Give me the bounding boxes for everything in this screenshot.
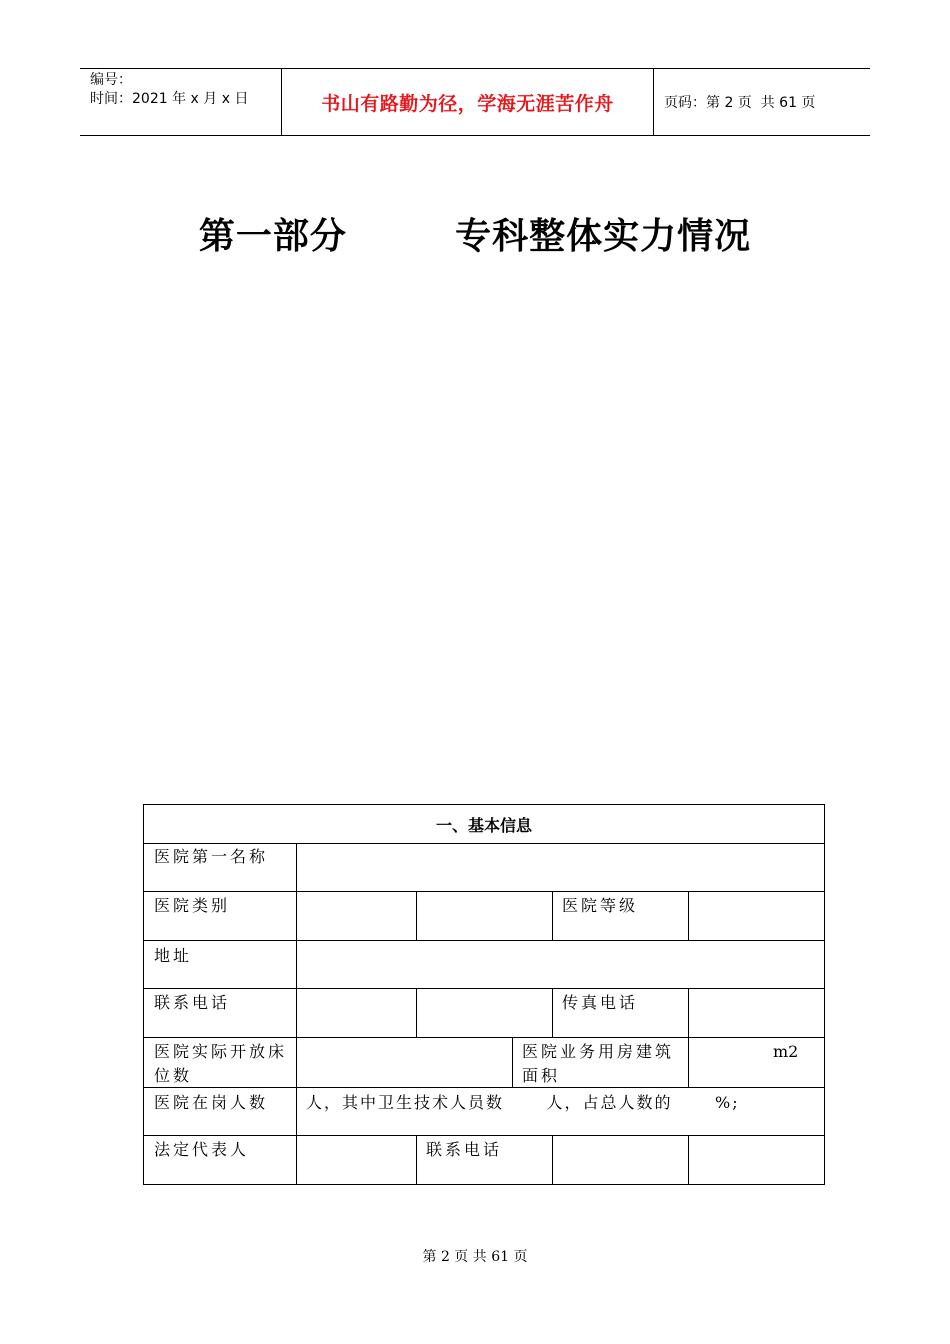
staff-label: 医院在岗人数: [154, 1093, 269, 1112]
hospital-type-field-2[interactable]: [417, 891, 552, 940]
header-page-code: [654, 69, 870, 135]
hospital-type-label: 医院类别: [154, 896, 231, 915]
area-unit: m2: [773, 1042, 799, 1061]
col-divider: [552, 988, 553, 1037]
beds-field[interactable]: [297, 1037, 512, 1087]
staff-text: 人，其中卫生技术人员数 人，占总人数的 %;: [306, 1093, 740, 1112]
header-meta: [80, 69, 282, 135]
fax-label: 传真电话: [562, 993, 639, 1012]
phone-field-2[interactable]: [417, 988, 552, 1037]
page-header: [80, 68, 870, 136]
hospital-grade-label: 医院等级: [562, 896, 639, 915]
legal-rep-phone-field[interactable]: [553, 1135, 688, 1184]
page-footer: 第 2 页 共 61 页: [422, 1249, 528, 1265]
hospital-type-field[interactable]: [297, 891, 416, 940]
legal-rep-extra-field[interactable]: [689, 1135, 824, 1184]
legal-rep-label: 法定代表人: [154, 1140, 250, 1159]
beds-label: 医院实际开放床位数: [154, 1042, 288, 1085]
legal-rep-phone-label: 联系电话: [426, 1140, 503, 1159]
time-label: 时间：2021 年 x 月 x 日: [90, 91, 249, 107]
hospital-grade-field[interactable]: [689, 891, 824, 940]
section-title: 第一部分 专科整体实力情况: [198, 215, 752, 257]
basic-info-table: [143, 804, 825, 1185]
col-divider: [552, 891, 553, 940]
building-area-label: 医院业务用房建筑面积: [522, 1042, 675, 1085]
legal-rep-field[interactable]: [297, 1135, 416, 1184]
phone-field[interactable]: [297, 988, 416, 1037]
hospital-name-field[interactable]: [297, 843, 824, 891]
address-label: 地址: [154, 946, 193, 965]
phone-label: 联系电话: [154, 993, 231, 1012]
page-code-text: 页码：第 2 页 共 61 页: [664, 95, 816, 111]
address-field[interactable]: [297, 940, 824, 988]
number-label: 编号：: [90, 72, 132, 88]
col-divider: [416, 1135, 417, 1184]
table-heading: 一、基本信息: [435, 815, 532, 835]
fax-field[interactable]: [689, 988, 824, 1037]
col-divider: [512, 1037, 513, 1087]
col-divider: [688, 1037, 689, 1087]
hospital-name-label: 医院第一名称: [154, 847, 269, 866]
header-motto: 书山有路勤为径，学海无涯苦作舟: [282, 69, 654, 135]
